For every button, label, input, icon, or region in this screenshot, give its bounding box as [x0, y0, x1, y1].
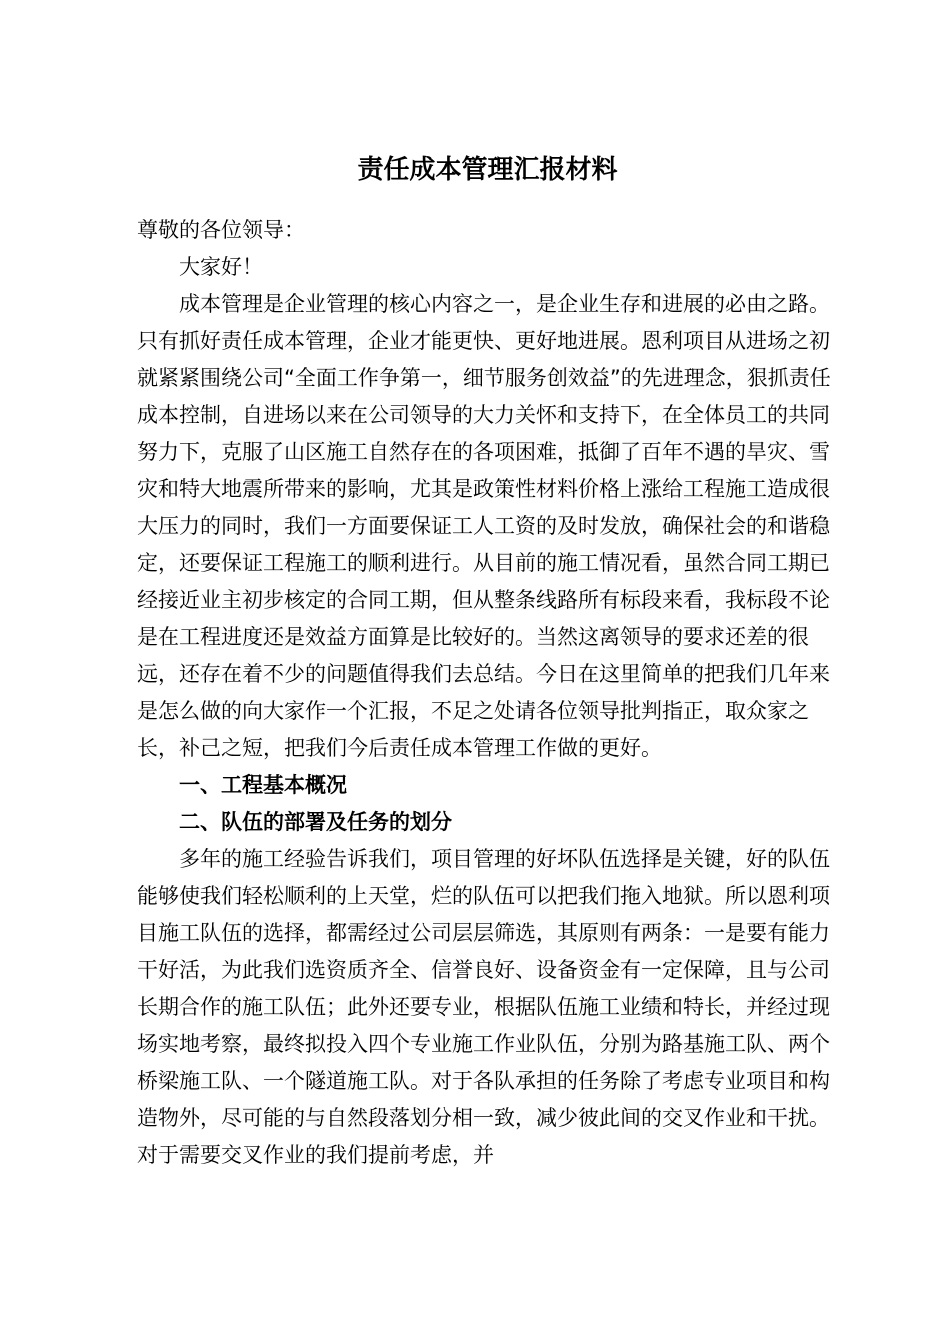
salutation: 尊敬的各位领导： — [137, 218, 305, 242]
greeting: 大家好！ — [179, 255, 263, 279]
section-heading-team-deployment: 二、队伍的部署及任务的划分 — [179, 810, 452, 834]
document-body — [137, 212, 837, 1174]
document-title: 责任成本管理汇报材料 — [357, 155, 618, 185]
paragraph-team-selection: 多年的施工经验告诉我们，项目管理的好坏队伍选择是关键，好的队伍能够使我们轻松顺利的上天堂，烂的队伍可以把我们拖入地狱。所以恩利项目施工队伍的选择，都需经过公司层层筛选，其原则有两条：一是要有能力干好活，为此我们选资质齐全、信誉良好、设备资金有一定保障，且与公司长期合作的施工队伍；此外还要专业，根据队伍施工业绩和特长，并经过现场实地考察，最终拟投入四个专业施工作业队伍，分别为路基施工队、两个桥梁施工队、一个隧道施工队。对于各队承担的任务除了考虑专业项目和构造物外，尽可能的与自然段落划分相一致，减少彼此间的交叉作业和干扰。对于需要交叉作业的我们提前考虑，并 — [137, 847, 830, 1167]
paragraph-intro: 成本管理是企业管理的核心内容之一，是企业生存和进展的必由之路。只有抓好责任成本管理，企业才能更快、更好地进展。恩利项目从进场之初就紧紧围绕公司“全面工作争第一，细节服务创效益”的先进理念，狠抓责任成本控制，自进场以来在公司领导的大力关怀和支持下，在全体员工的共同努力下，克服了山区施工自然存在的各项困难，抵御了百年不遇的旱灾、雪灾和特大地震所带来的影响，尤其是政策性材料价格上涨给工程施工造成很大压力的同时，我们一方面要保证工人工资的及时发放，确保社会的和谐稳定，还要保证工程施工的顺利进行。从目前的施工情况看，虽然合同工期已经接近业主初步核定的合同工期，但从整条线路所有标段来看，我标段不论是在工程进度还是效益方面算是比较好的。当然这离领导的要求还差的很远，还存在着不少的问题值得我们去总结。今日在这里简单的把我们几年来是怎么做的向大家作一个汇报，不足之处请各位领导批判指正，取众家之长，补己之短，把我们今后责任成本管理工作做的更好。 — [137, 292, 831, 760]
section-heading-overview: 一、工程基本概况 — [179, 773, 347, 797]
